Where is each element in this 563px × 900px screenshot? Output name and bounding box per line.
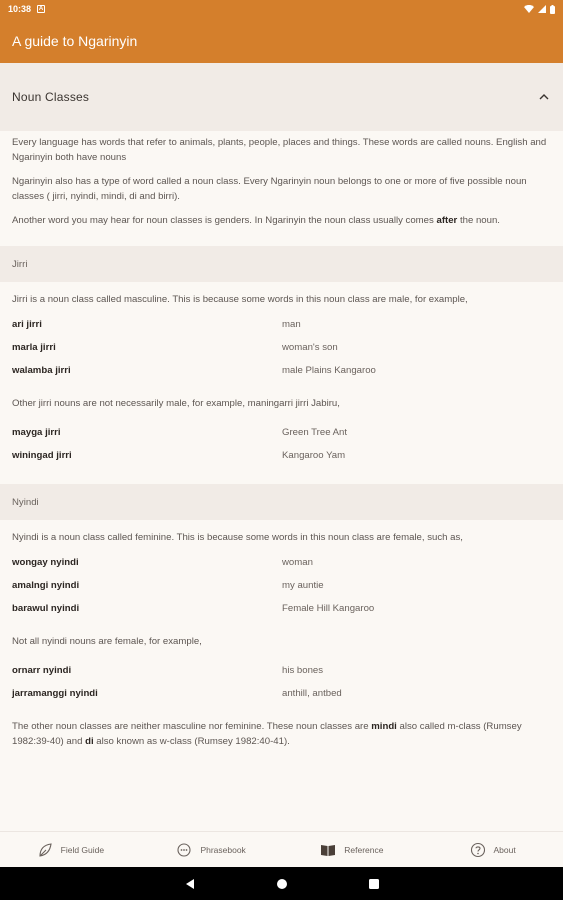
gloss: my auntie xyxy=(282,580,324,591)
gloss: male Plains Kangaroo xyxy=(282,365,376,376)
nav-reference[interactable] xyxy=(282,832,423,867)
term: winingad jirri xyxy=(12,450,72,461)
other-classes-paragraph: The other noun classes are neither masculine nor feminine. These noun classes are mindi also called m-class (Rumsey 1982:39-40) and di also known as w-class (Rumsey 1982:40-41). xyxy=(12,721,522,747)
noun-classes-panel-header[interactable] xyxy=(0,63,563,131)
term: ornarr nyindi xyxy=(12,665,72,676)
gloss: his bones xyxy=(282,665,324,676)
status-time: 10:38 xyxy=(8,4,32,14)
battery-icon xyxy=(550,5,555,14)
term: jarramanggi nyindi xyxy=(12,688,98,699)
notification-icon: A xyxy=(38,6,44,12)
status-icons xyxy=(524,5,555,14)
nav-label: Field Guide xyxy=(60,844,105,855)
status-bar xyxy=(0,0,563,18)
app-title: A guide to Ngarinyin xyxy=(12,32,138,49)
help-circle-icon xyxy=(470,842,486,858)
gloss: woman's son xyxy=(282,342,338,353)
table-row xyxy=(0,597,563,620)
gloss: Female Hill Kangaroo xyxy=(282,603,375,614)
jirri-description: Jirri is a noun class called masculine. This is because some words in this noun class are male, for example, xyxy=(12,294,468,305)
nav-label: Phrasebook xyxy=(200,844,246,855)
table-row xyxy=(0,421,563,444)
nav-label: Reference xyxy=(344,844,384,855)
jirri-section-heading: Jirri xyxy=(0,246,563,282)
table-row xyxy=(0,444,563,467)
leaf-icon xyxy=(37,842,53,858)
term: mayga jirri xyxy=(12,427,61,438)
signal-icon xyxy=(538,5,546,13)
table-row xyxy=(0,574,563,597)
wifi-icon xyxy=(524,5,534,13)
term: marla jirri xyxy=(12,342,56,353)
nav-label: About xyxy=(493,844,516,855)
term: ari jirri xyxy=(12,319,42,330)
intro-paragraph-1: Every language has words that refer to animals, plants, people, places and things. These words are called nouns. English and Ngarinyin both have nouns xyxy=(12,137,547,163)
term: amalngi nyindi xyxy=(12,580,80,591)
bottom-navigation xyxy=(0,831,563,867)
panel-title: Noun Classes xyxy=(12,90,90,104)
jirri-description-2: Other jirri nouns are not necessarily male, for example, maningarri jirri Jabiru, xyxy=(12,398,340,409)
home-icon[interactable] xyxy=(275,877,289,891)
intro-paragraph-2: Ngarinyin also has a type of word called a noun class. Every Ngarinyin noun belongs to one or more of five possible noun classes ( jirri, nyindi, mindi, di and birri). xyxy=(12,176,527,202)
gloss: Kangaroo Yam xyxy=(282,450,346,461)
table-row xyxy=(0,313,563,336)
term: walamba jirri xyxy=(12,365,71,376)
recents-icon[interactable] xyxy=(367,877,381,891)
nav-about[interactable] xyxy=(422,832,563,867)
nyindi-description: Nyindi is a noun class called feminine. This is because some words in this noun class are female, such as, xyxy=(12,532,463,543)
back-icon[interactable] xyxy=(183,877,197,891)
system-navigation-bar xyxy=(0,867,563,900)
nav-field-guide[interactable] xyxy=(0,832,141,867)
chevron-up-icon[interactable] xyxy=(537,90,551,104)
book-icon xyxy=(320,842,336,858)
table-row xyxy=(0,551,563,574)
gloss: woman xyxy=(282,557,313,568)
table-row xyxy=(0,659,563,682)
app-bar xyxy=(0,18,563,63)
table-row xyxy=(0,359,563,382)
gloss: Green Tree Ant xyxy=(282,427,348,438)
gloss: anthill, antbed xyxy=(282,688,342,699)
nav-phrasebook[interactable] xyxy=(141,832,282,867)
table-row xyxy=(0,682,563,705)
chat-bubble-icon xyxy=(176,842,192,858)
table-row xyxy=(0,336,563,359)
nyindi-section-heading: Nyindi xyxy=(0,484,563,520)
content-scroll[interactable] xyxy=(0,63,563,831)
intro-paragraph-3: Another word you may hear for noun classes is genders. In Ngarinyin the noun class usually comes after the noun. xyxy=(12,215,500,226)
nyindi-description-2: Not all nyindi nouns are female, for example, xyxy=(12,636,202,647)
gloss: man xyxy=(282,319,301,330)
term: barawul nyindi xyxy=(12,603,80,614)
term: wongay nyindi xyxy=(12,557,79,568)
